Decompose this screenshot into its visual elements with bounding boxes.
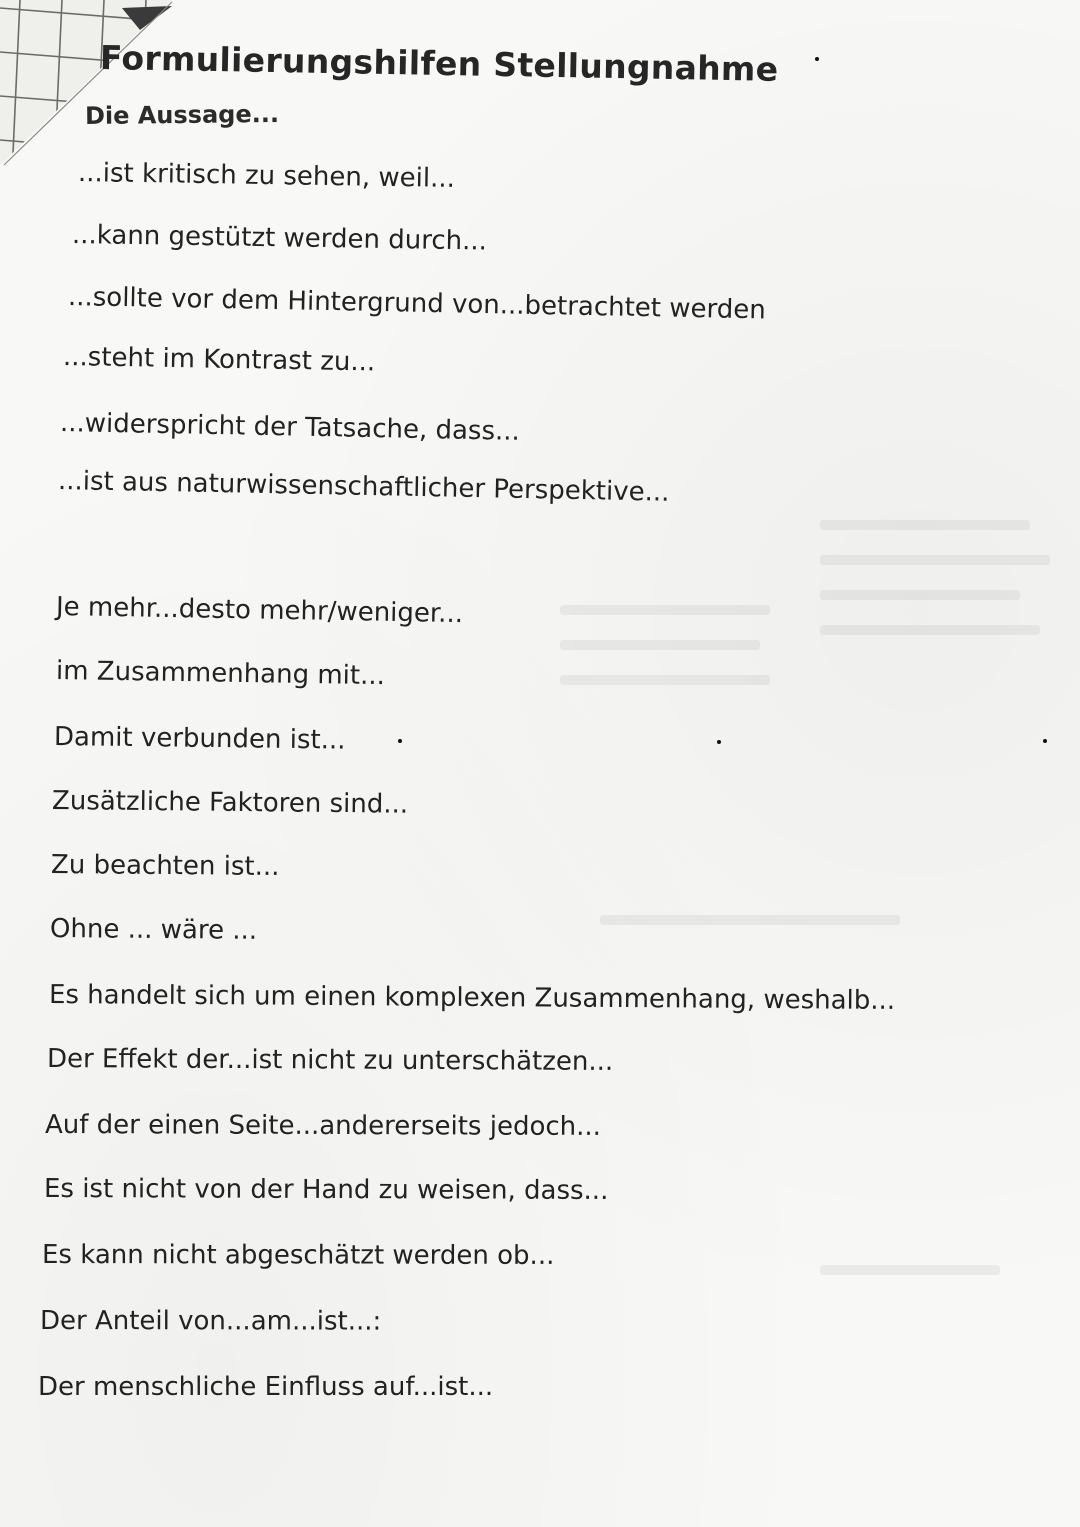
phrase-item: Zusätzliche Faktoren sind... — [51, 786, 409, 820]
page-title: Formulierungshilfen Stellungnahme — [99, 38, 779, 89]
bleed-through-mark — [820, 1265, 1000, 1275]
phrase-item: Der Anteil von...am...ist...: — [39, 1306, 382, 1337]
bleed-through-mark — [820, 520, 1030, 530]
bleed-through-mark — [560, 640, 760, 650]
phrase-item: ...widerspricht der Tatsache, dass... — [59, 408, 521, 447]
phrase-item: ...ist kritisch zu sehen, weil... — [77, 158, 456, 194]
phrase-item: ...steht im Kontrast zu... — [62, 342, 376, 378]
phrase-item: Ohne ... wäre ... — [49, 914, 258, 946]
phrase-item: im Zusammenhang mit... — [55, 656, 386, 692]
speck — [398, 739, 402, 743]
phrase-item: Es handelt sich um einen komplexen Zusammenhang, weshalb... — [48, 980, 896, 1016]
speck — [1043, 739, 1047, 743]
bleed-through-mark — [560, 605, 770, 615]
grid-paper-corner — [0, 0, 175, 175]
section-subtitle: Die Aussage... — [84, 99, 280, 130]
phrase-item: ...kann gestützt werden durch... — [71, 220, 488, 257]
bleed-through-mark — [820, 590, 1020, 600]
speck — [717, 740, 721, 744]
phrase-item: Der menschliche Einfluss auf...ist... — [38, 1372, 494, 1402]
phrase-item: ...sollte vor dem Hintergrund von...betrachtet werden — [67, 282, 767, 326]
phrase-item: Es kann nicht abgeschätzt werden ob... — [41, 1240, 555, 1271]
bleed-through-mark — [600, 915, 900, 925]
speck — [815, 57, 819, 61]
phrase-item: Je mehr...desto mehr/weniger... — [55, 592, 464, 630]
phrase-item: ...ist aus naturwissenschaftlicher Perspektive... — [57, 466, 670, 508]
phrase-item: Damit verbunden ist... — [53, 722, 346, 756]
bleed-through-mark — [820, 625, 1040, 635]
phrase-item: Auf der einen Seite...andererseits jedoch... — [44, 1110, 602, 1142]
bleed-through-mark — [560, 675, 770, 685]
bleed-through-mark — [820, 555, 1050, 565]
phrase-item: Der Effekt der...ist nicht zu unterschätzen... — [46, 1044, 614, 1077]
phrase-item: Es ist nicht von der Hand zu weisen, dass... — [43, 1174, 609, 1206]
phrase-item: Zu beachten ist... — [50, 850, 280, 882]
